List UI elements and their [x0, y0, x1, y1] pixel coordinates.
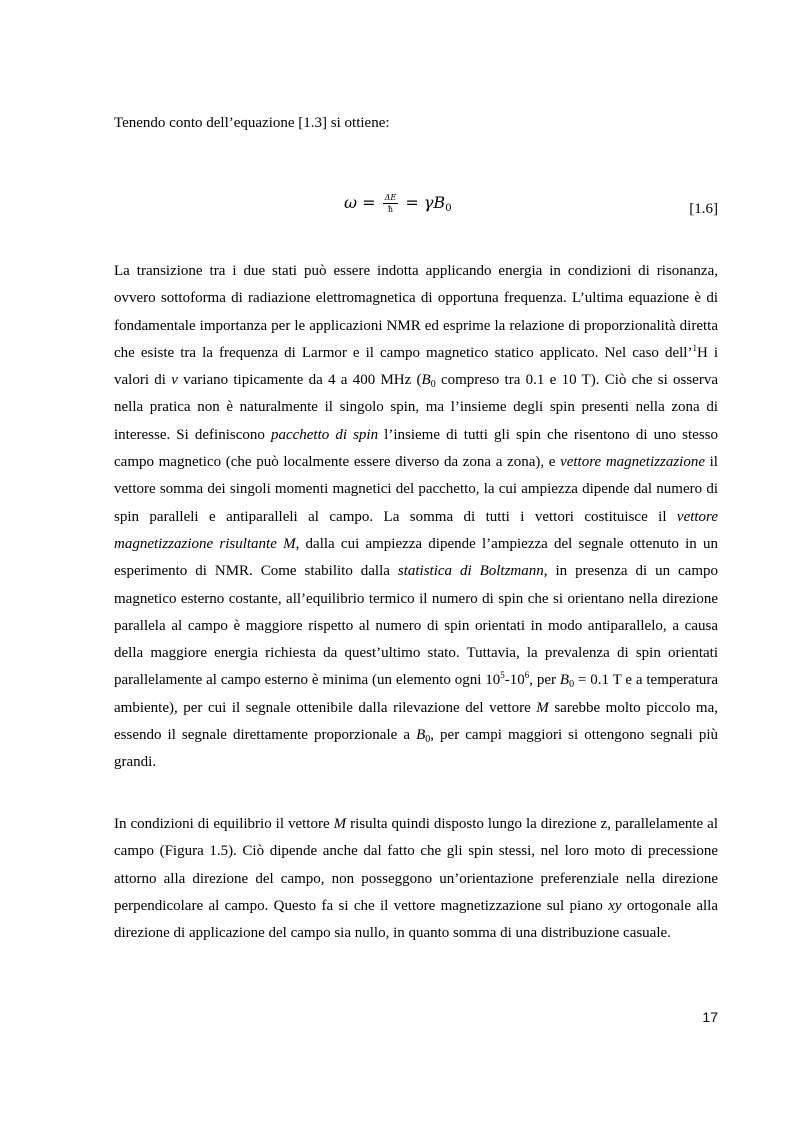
p2-text-3: ortogonale alla direzione di applicazione del campo sia nullo, in quanto somma di una distribuzione casuale. [114, 897, 718, 942]
p1-text-9: -10 [504, 672, 525, 689]
p1-text-3: variano tipicamente da 4 a 400 MHz ( [177, 372, 422, 389]
p2-text-2: risulta quindi disposto lungo la direzione z, parallelamente al campo (Figura 1.5). Ciò dipende anche dal fatto che gli spin stessi, nel loro moto di precessione attorno alla direzione del campo, non posseggono un’orientazione preferenziale nella direzione perpendicolare al campo. Questo fa si che il vettore magnetizzazione sul piano [114, 816, 718, 914]
p1-sup-6: 6 [524, 670, 530, 681]
p1-text-12: sarebbe molto piccolo ma, essendo il segnale direttamente proporzionale a [114, 699, 718, 744]
p1-italic-risultante: vettore magnetizzazione risultante M [114, 508, 718, 552]
eq-fraction [383, 192, 399, 215]
equation-1-6 [344, 192, 452, 232]
p1-sup-5: 5 [500, 670, 505, 681]
p1-sup-1: 1 [692, 342, 697, 353]
p1-text-10: , per [529, 672, 560, 689]
p1-italic-vettore: vettore magnetizzazione [560, 454, 705, 471]
eq-b-subscript: 0 [445, 203, 452, 214]
eq-equals-2: = [405, 193, 419, 212]
p1-text-7: , dalla cui ampiezza dipende l’ampiezza del segnale ottenuto in un esperimento di NMR. Come stabilito dalla [114, 535, 718, 580]
p1-b-subscript-2: 0 [569, 679, 575, 691]
p1-text-5: l’insieme di tutti gli spin che risentono di uno stesso campo magnetico (che può localmente essere diverso da zona a zona), e [114, 426, 718, 471]
p1-b-subscript-3: 0 [425, 734, 431, 746]
p1-text-4: compreso tra 0.1 e 10 T). Ciò che si osserva nella pratica non è naturalmente il singolo spin, ma l’insieme degli spin presenti nella zona di interesse. Si definiscono [114, 372, 718, 443]
p1-nu: ν [171, 372, 178, 389]
page-number: 17 [702, 1009, 718, 1025]
eq-fraction-denominator: ħ [387, 205, 394, 214]
intro-sentence: Tenendo conto dell’equazione [1.3] si ottiene: [114, 115, 390, 131]
equation-label: [1.6] [689, 201, 718, 217]
eq-equals-1: = [362, 193, 376, 212]
p1-text-13: , per campi maggiori si ottengono segnali più grandi. [114, 727, 718, 771]
p2-m-symbol: M [333, 816, 347, 832]
p1-italic-pacchetto: pacchetto di spin [270, 426, 379, 443]
p1-text-11: = 0.1 T e a temperatura ambiente), per cui il segnale ottenibile dalla rilevazione del vettore [114, 672, 718, 716]
p2-text-1: In condizioni di equilibrio il vettore [114, 816, 334, 832]
paragraph-1 [114, 258, 718, 777]
eq-gamma-b: γB [423, 193, 446, 212]
eq-fraction-numerator: ΔE [384, 193, 397, 202]
p1-b-symbol-3: B [416, 727, 426, 744]
p1-b-symbol-2: B [559, 672, 570, 689]
p1-text-1: La transizione tra i due stati può essere indotta applicando energia in condizioni di risonanza, ovvero sottoforma di radiazione elettromagnetica di opportuna frequenza. L’ultima equazione è di fondamentale importanza per le applicazioni NMR ed esprime la relazione di proporzionalità diretta che esiste tra la frequenza di Larmor e il campo magnetico statico applicato. Nel caso dell’ [114, 263, 718, 361]
p1-b-subscript: 0 [430, 379, 436, 391]
paragraph-2 [114, 811, 718, 947]
p1-m-symbol: M [536, 699, 549, 716]
p2-xy: xy [608, 897, 622, 914]
p1-italic-boltzmann: statistica di Boltzmann [397, 563, 544, 580]
p1-b-symbol: B [421, 372, 431, 389]
p1-text-2: H i valori di [114, 344, 719, 389]
p1-text-8: , in presenza di un campo magnetico esterno costante, all’equilibrio termico il numero di spin che si orientano nella direzione parallela al campo è maggiore rispetto al numero di spin orientati in modo antiparallelo, a causa della maggiore energia richiesta da quest’ultimo stato. Tuttavia, la prevalenza di spin orientati parallelamente al campo esterno è minima (un elemento ogni 10 [114, 563, 719, 689]
p1-text-6: il vettore somma dei singoli momenti magnetici del pacchetto, la cui ampiezza dipende dal numero di spin paralleli e antiparalleli al campo. La somma di tutti i vettori costituisce il [114, 454, 718, 525]
eq-omega: ω [344, 193, 358, 212]
